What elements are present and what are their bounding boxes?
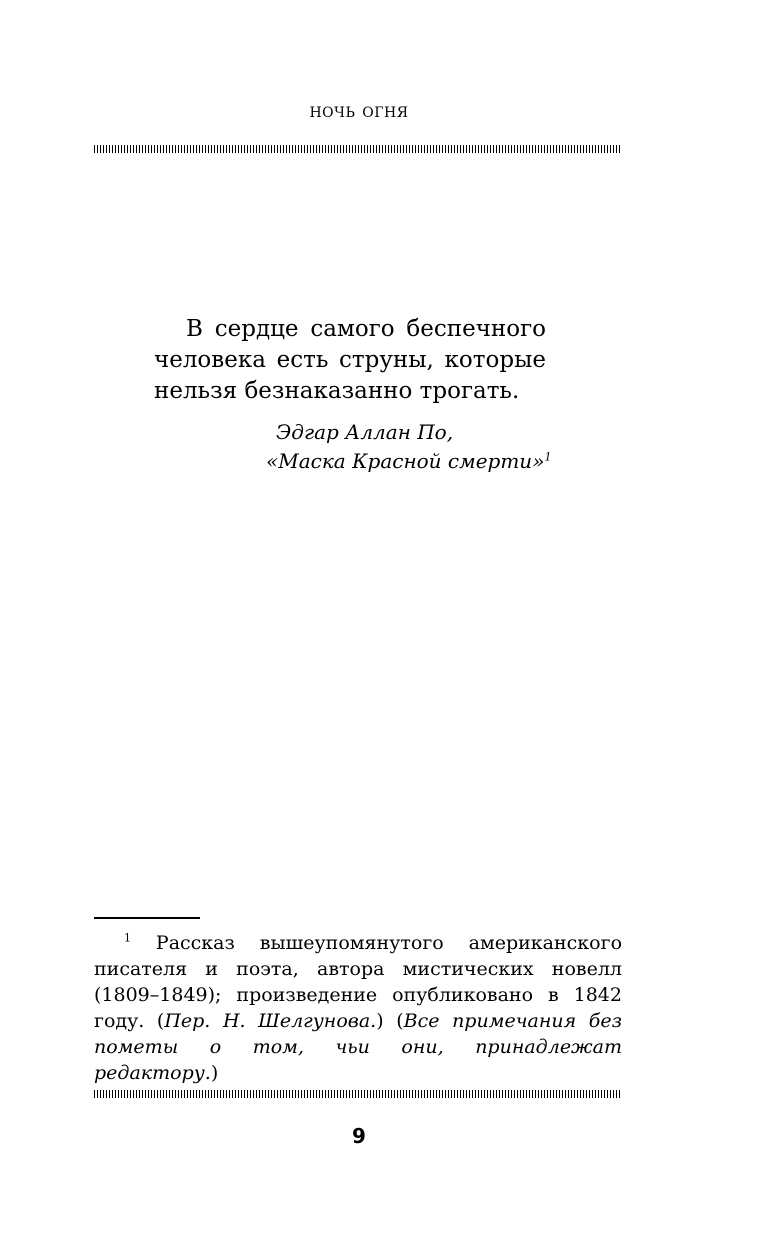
footnote-reference[interactable]: 1 — [544, 450, 552, 464]
footnote-text-end: ) — [210, 1062, 219, 1084]
header-rule — [94, 145, 622, 153]
epigraph-attribution — [266, 418, 566, 476]
running-head: ночь огня — [309, 98, 409, 122]
footnote-marker: 1 — [124, 931, 131, 945]
footnote — [94, 930, 622, 1086]
epigraph-work: «Маска Красной смерти» — [266, 449, 545, 473]
footnote-editor-note: Все примечания без пометы о том, чьи они, принадлежат редактору. — [94, 1010, 622, 1084]
footer-rule — [94, 1090, 622, 1098]
footnote-translator: Пер. Н. Шелгунова. — [164, 1010, 377, 1032]
footnote-separator — [94, 917, 200, 919]
epigraph-text: В сердце самого беспечного человека есть струны, которые нельзя безнаказанно трогать. — [154, 316, 546, 404]
footnote-text: Рассказ вышеупомянутого американского писателя и поэта, автора мистических новелл (1809–1849); произведение опубликовано в 1842 году. ( — [94, 932, 623, 1032]
page-number: 9 — [352, 1124, 366, 1148]
footnote-text-middle: ) ( — [376, 1010, 404, 1032]
footnote-paragraph — [94, 930, 622, 1086]
epigraph-author: Эдгар Аллан По, — [276, 420, 454, 444]
epigraph-work-line — [266, 447, 566, 476]
epigraph — [154, 314, 546, 407]
